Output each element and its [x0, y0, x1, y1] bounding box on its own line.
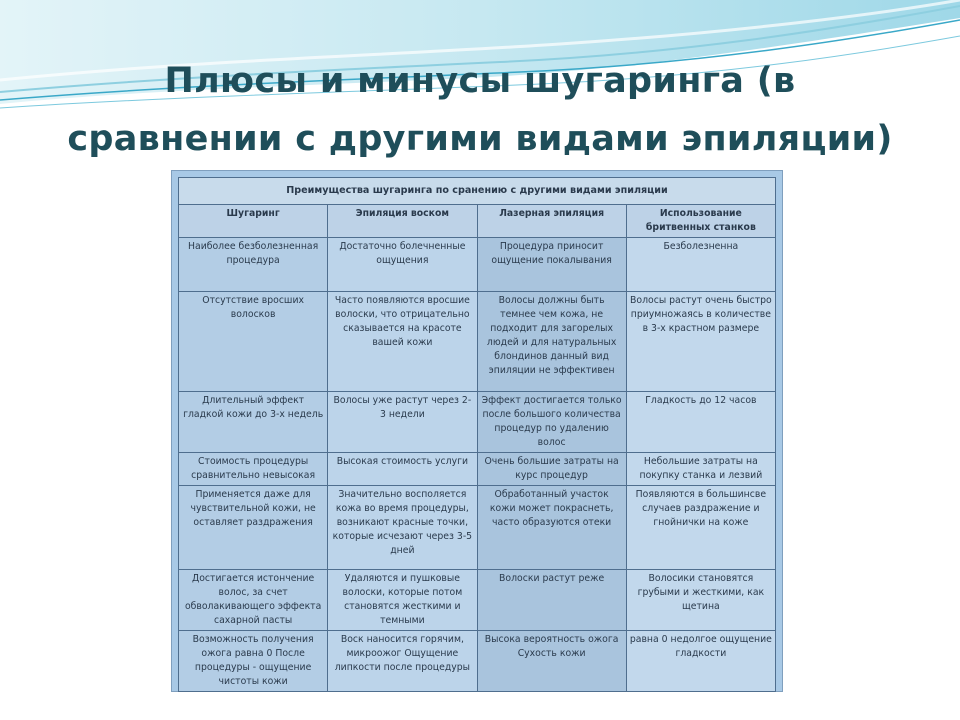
table-cell: Возможность получения ожога равна 0 После процедуры - ощущение чистоты кожи: [179, 631, 328, 692]
table-cell: Отсутствие вросших волосков: [179, 292, 328, 392]
table-row: [179, 392, 776, 453]
table-caption: Преимущества шугаринга по сранению с другими видами эпиляции: [179, 178, 776, 205]
table-cell: Волосы растут очень быстро приумножаясь в количестве в 3-х крастном размере: [626, 292, 775, 392]
table-row: [179, 486, 776, 570]
table-cell: равна 0 недолгое ощущение гладкости: [626, 631, 775, 692]
table-cell: Гладкость до 12 часов: [626, 392, 775, 453]
table-cell: Процедура приносит ощущение покалывания: [477, 238, 626, 292]
table-cell: Применяется даже для чувствительной кожи, не оставляет раздражения: [179, 486, 328, 570]
table-cell: Появляются в большинсве случаев раздражение и гнойнички на коже: [626, 486, 775, 570]
table-row: [179, 453, 776, 486]
table-cell: Волосы должны быть темнее чем кожа, не подходит для загорелых людей и для натуральных блондинов данный вид эпиляции не эффективен: [477, 292, 626, 392]
slide-title-line2: сравнении с другими видами эпиляции): [67, 119, 893, 159]
table-cell: Волосы уже растут через 2-3 недели: [328, 392, 477, 453]
table-cell: Волоски растут реже: [477, 570, 626, 631]
table-caption-row: [179, 178, 776, 205]
table-cell: Удаляются и пушковые волоски, которые потом становятся жесткими и темными: [328, 570, 477, 631]
table-cell: Длительный эффект гладкой кожи до 3-х недель: [179, 392, 328, 453]
slide-title-line1: Плюсы и минусы шугаринга (в: [164, 61, 796, 101]
comparison-table-image: [171, 170, 783, 692]
table-cell: Достигается истончение волос, за счет обволакивающего эффекта сахарной пасты: [179, 570, 328, 631]
table-row: [179, 570, 776, 631]
table-cell: Очень большие затраты на курс процедур: [477, 453, 626, 486]
comparison-table: [178, 177, 776, 692]
table-cell: Безболезненна: [626, 238, 775, 292]
slide-title: [20, 52, 940, 168]
table-cell: Значительно восполяется кожа во время процедуры, возникают красные точки, которые исчезают через 3-5 дней: [328, 486, 477, 570]
column-header-sugaring: Шугаринг: [179, 205, 328, 238]
table-cell: Достаточно болечненные ощущения: [328, 238, 477, 292]
table-cell: Высокая стоимость услуги: [328, 453, 477, 486]
table-row: [179, 238, 776, 292]
table-cell: Стоимость процедуры сравнительно невысокая: [179, 453, 328, 486]
table-cell: Волосики становятся грубыми и жесткими, как щетина: [626, 570, 775, 631]
table-cell: Небольшие затраты на покупку станка и лезвий: [626, 453, 775, 486]
table-cell: Высока вероятность ожога Сухость кожи: [477, 631, 626, 692]
table-row: [179, 292, 776, 392]
table-cell: Часто появляются вросшие волоски, что отрицательно сказывается на красоте вашей кожи: [328, 292, 477, 392]
table-cell: Наиболее безболезненная процедура: [179, 238, 328, 292]
table-cell: Обработанный участок кожи может покраснеть, часто образуются отеки: [477, 486, 626, 570]
table-cell: Воск наносится горячим, микроожог Ощущение липкости после процедуры: [328, 631, 477, 692]
column-header-laser: Лазерная эпиляция: [477, 205, 626, 238]
column-header-wax: Эпиляция воском: [328, 205, 477, 238]
table-row: [179, 631, 776, 692]
table-header-row: [179, 205, 776, 238]
table-cell: Эффект достигается только после большого количества процедур по удалению волос: [477, 392, 626, 453]
column-header-razor: Использование бритвенных станков: [626, 205, 775, 238]
